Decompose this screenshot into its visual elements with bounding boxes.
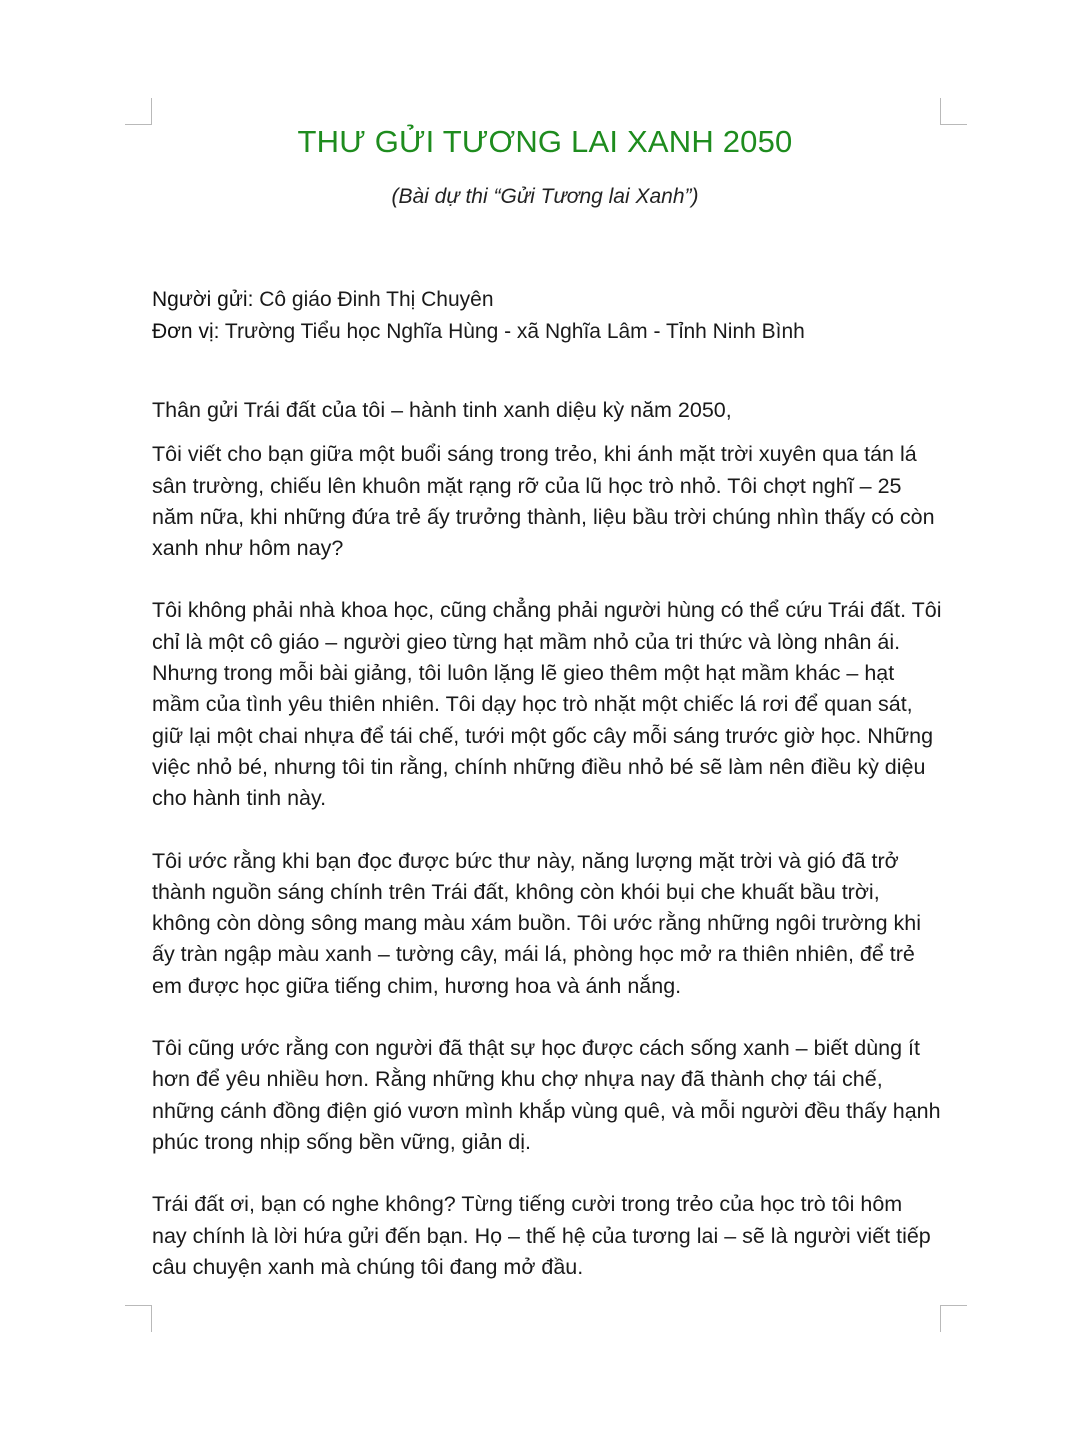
greeting: Thân gửi Trái đất của tôi – hành tinh xanh diệu kỳ năm 2050, <box>152 398 732 422</box>
unit-line <box>152 316 952 348</box>
paragraph: Trái đất ơi, bạn có nghe không? Từng tiếng cười trong trẻo của học trò tôi hôm nay chính là lời hứa gửi đến bạn. Họ – thế hệ của tương lai – sẽ là người viết tiếp câu chuyện xanh mà chúng tôi đang mở đầu. <box>152 1192 931 1279</box>
paragraph: Tôi không phải nhà khoa học, cũng chẳng phải người hùng có thể cứu Trái đất. Tôi chỉ là một cô giáo – người gieo từng hạt mầm nhỏ của tri thức và lòng nhân ái. Nhưng trong mỗi bài giảng, tôi luôn lặng lẽ gieo thêm một hạt mầm khác – hạt mầm của tình yêu thiên nhiên. Tôi dạy học trò nhặt một chiếc lá rơi để quan sát, giữ lại một chai nhựa để tái chế, tưới một gốc cây mỗi sáng trước giờ học. Những việc nhỏ bé, nhưng tôi tin rằng, chính những điều nhỏ bé sẽ làm nên điều kỳ diệu cho hành tinh này. <box>152 598 942 811</box>
subtitle: (Bài dự thi “Gửi Tương lai Xanh”) <box>391 185 699 208</box>
unit-label: Đơn vị: <box>152 320 220 343</box>
unit-value: Trường Tiểu học Nghĩa Hùng - xã Nghĩa Lâm - Tỉnh Ninh Bình <box>219 320 805 343</box>
paragraph: Tôi viết cho bạn giữa một buổi sáng trong trẻo, khi ánh mặt trời xuyên qua tán lá sân trường, chiếu lên khuôn mặt rạng rỡ của lũ học trò nhỏ. Tôi chợt nghĩ – 25 năm nữa, khi những đứa trẻ ấy trưởng thành, liệu bầu trời chúng nhìn thấy có còn xanh như hôm nay? <box>152 442 935 561</box>
paragraph: Tôi ước rằng khi bạn đọc được bức thư này, năng lượng mặt trời và gió đã trở thành nguồn sáng chính trên Trái đất, không còn khói bụi che khuất bầu trời, không còn dòng sông mang màu xám buồn. Tôi ước rằng những ngôi trường khi ấy tràn ngập màu xanh – tường cây, mái lá, phòng học mở ra thiên nhiên, để trẻ em được học giữa tiếng chim, hương hoa và ánh nắng. <box>152 848 921 998</box>
paragraph: Tôi cũng ước rằng con người đã thật sự học được cách sống xanh – biết dùng ít hơn để yêu nhiều hơn. Rằng những khu chợ nhựa nay đã thành chợ tái chế, những cánh đồng điện gió vươn mình khắp vùng quê, và mỗi người đều thấy hạnh phúc trong nhịp sống bền vững, giản dị. <box>152 1036 941 1154</box>
crop-mark-bottom-right <box>940 1305 967 1332</box>
crop-mark-top-right <box>940 98 967 125</box>
letter-body <box>152 395 942 1314</box>
sender-info <box>152 284 952 348</box>
sender-line <box>152 284 952 316</box>
page-title: THƯ GỬI TƯƠNG LAI XANH 2050 <box>297 124 793 159</box>
sender-label: Người gửi: <box>152 288 254 311</box>
sender-value: Cô giáo Đinh Thị Chuyên <box>253 288 494 311</box>
crop-mark-bottom-left <box>125 1305 152 1332</box>
crop-mark-top-left <box>125 98 152 125</box>
